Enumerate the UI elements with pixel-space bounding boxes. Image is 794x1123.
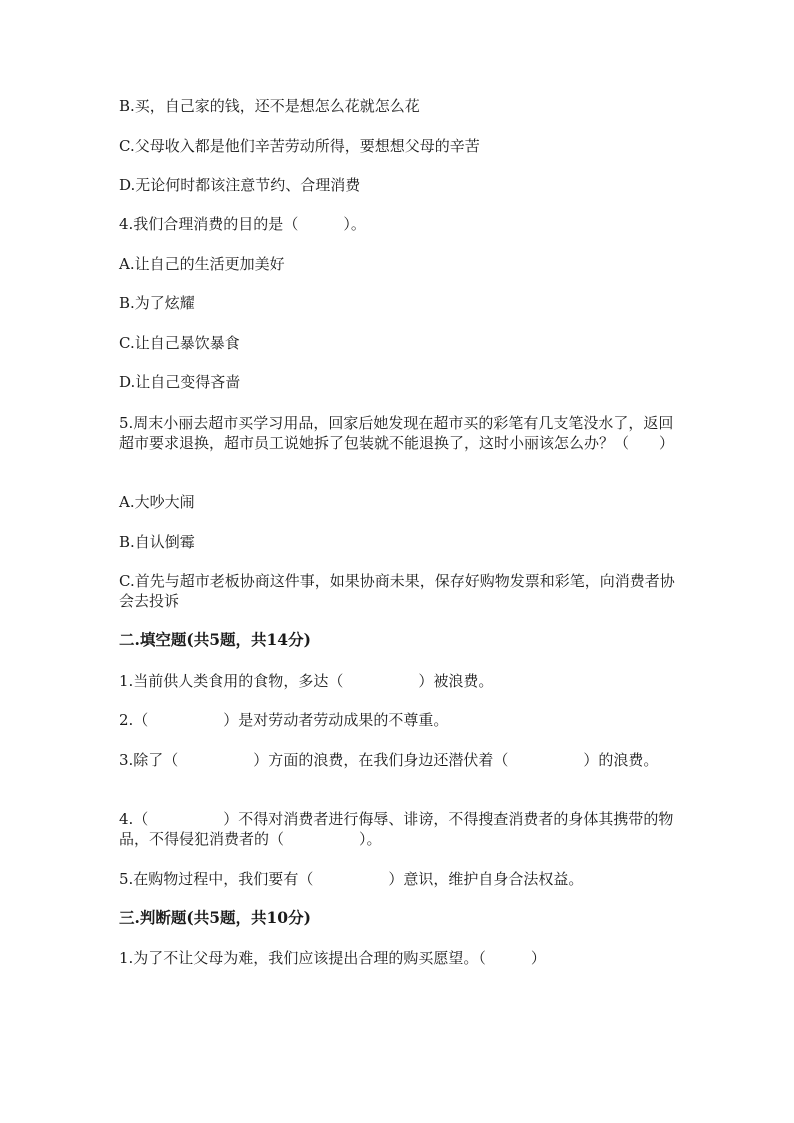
q4-option-d: D.让自己变得吝啬	[119, 373, 241, 391]
fill-q4: 4.（ ）不得对消费者进行侮辱、诽谤，不得搜查消费者的身体其携带的物品，不得侵犯消费者的（ ）。	[119, 810, 674, 848]
q4-option-c: C.让自己暴饮暴食	[119, 334, 240, 352]
fill-q3: 3.除了（ ）方面的浪费，在我们身边还潜伏着（ ）的浪费。	[119, 751, 659, 769]
section-3-title: 三.判断题(共5题，共10分)	[119, 908, 311, 927]
fill-q5: 5.在购物过程中，我们要有（ ）意识，维护自身合法权益。	[119, 870, 584, 888]
q4-option-b: B.为了炫耀	[119, 294, 195, 312]
fill-q1: 1.当前供人类食用的食物，多达（ ）被浪费。	[119, 672, 494, 690]
q5-option-b: B.自认倒霉	[119, 533, 195, 551]
q3-option-b: B.买，自己家的钱，还不是想怎么花就怎么花	[119, 97, 420, 115]
q5-option-a: A.大吵大闹	[119, 493, 195, 511]
fill-q2: 2.（ ）是对劳动者劳动成果的不尊重。	[119, 711, 449, 729]
q4-stem: 4.我们合理消费的目的是（ ）。	[119, 215, 366, 233]
q3-option-d: D.无论何时都该注意节约、合理消费	[119, 176, 361, 194]
q3-option-c: C.父母收入都是他们辛苦劳动所得，要想想父母的辛苦	[119, 137, 480, 155]
q5-option-c: C.首先与超市老板协商这件事，如果协商未果，保存好购物发票和彩笔，向消费者协会去投诉	[119, 572, 675, 610]
section-2-title: 二.填空题(共5题，共14分)	[119, 630, 311, 649]
q5-stem: 5.周末小丽去超市买学习用品，回家后她发现在超市买的彩笔有几支笔没水了，返回超市要求退换，超市员工说她拆了包装就不能退换了，这时小丽该怎么办？（ ）	[119, 414, 675, 452]
judge-q1: 1.为了不让父母为难，我们应该提出合理的购买愿望。（ ）	[119, 949, 546, 967]
q4-option-a: A.让自己的生活更加美好	[119, 255, 285, 273]
